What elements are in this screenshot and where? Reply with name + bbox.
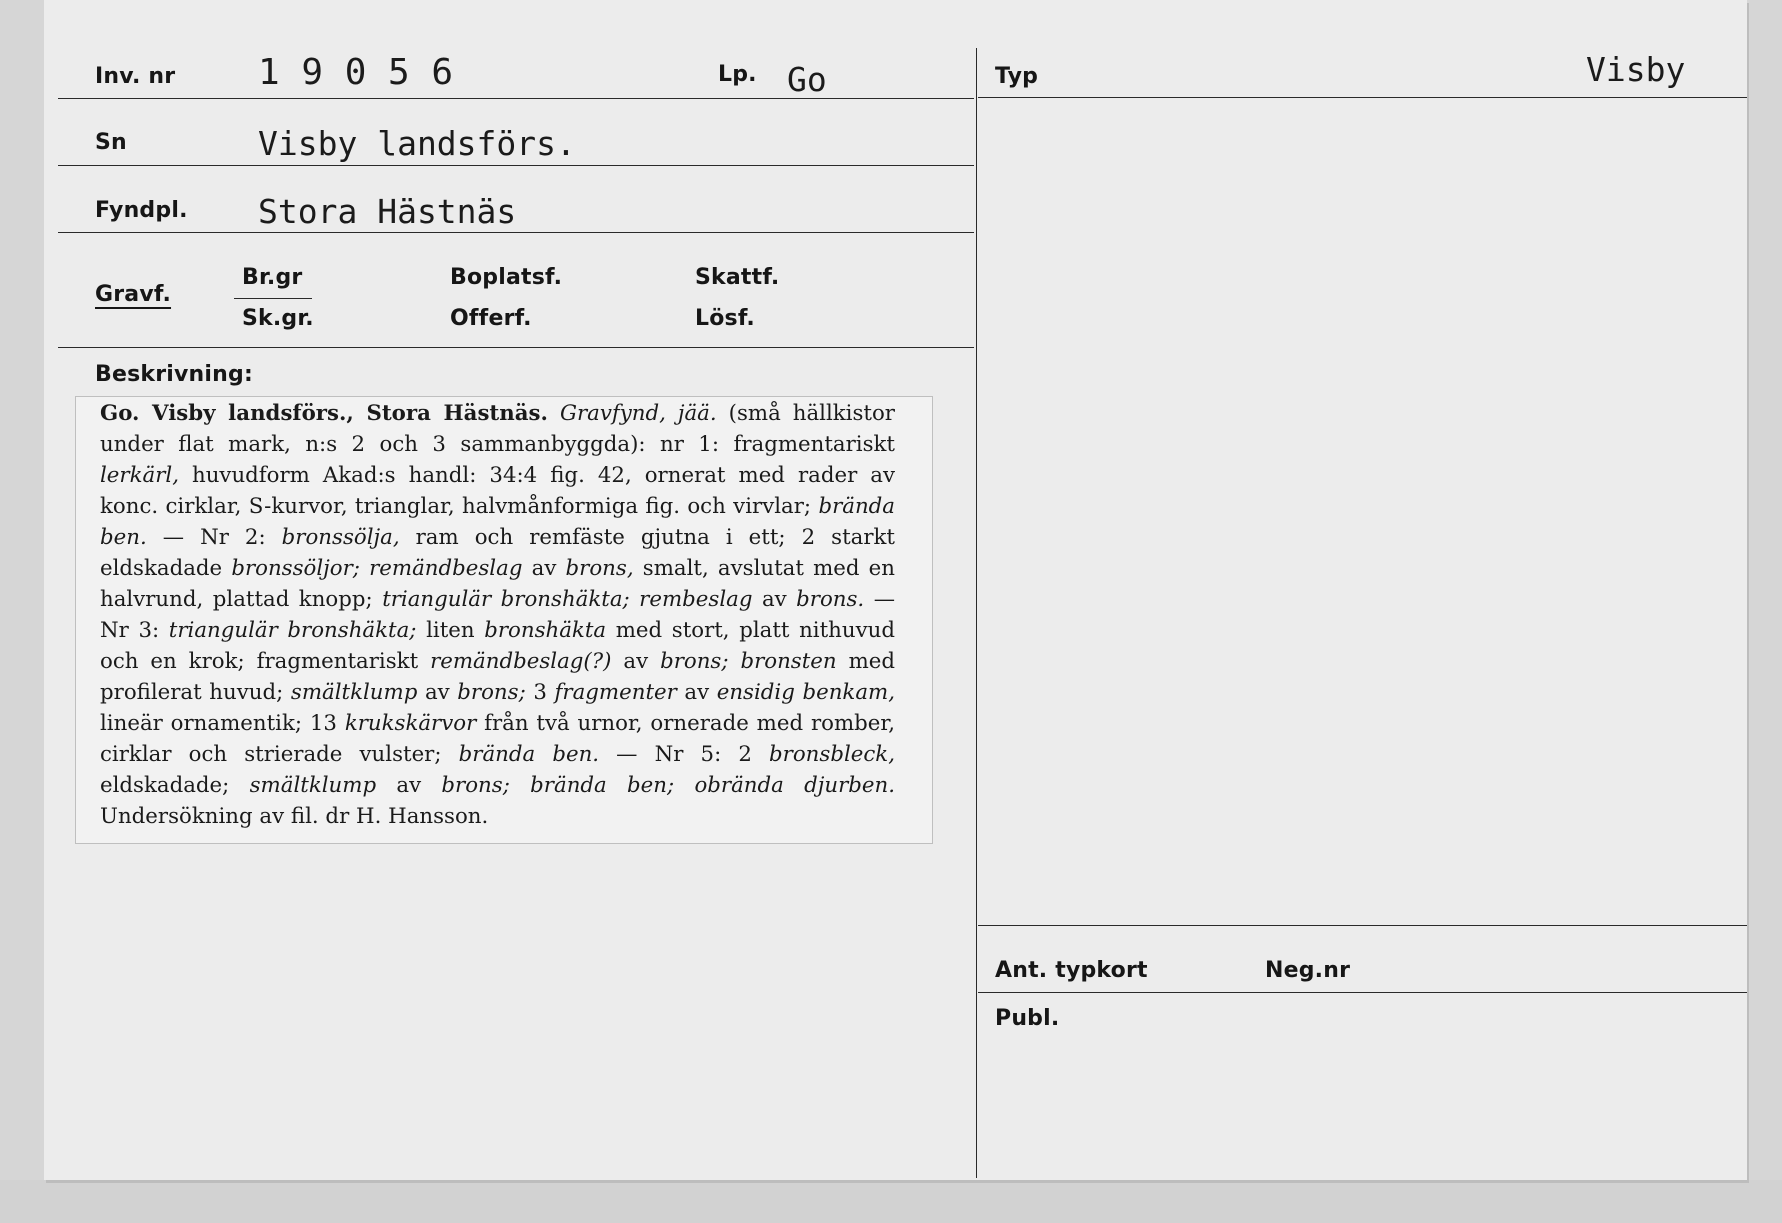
description-run: lerkärl, bbox=[100, 463, 179, 488]
publ-label: Publ. bbox=[995, 1006, 1060, 1031]
description-run: ensidig benkam, bbox=[716, 680, 895, 705]
beskrivning-label: Beskrivning: bbox=[95, 362, 253, 387]
gravf-label: Gravf. bbox=[95, 282, 172, 307]
ant-typkort-label: Ant. typkort bbox=[995, 958, 1148, 983]
br-gr-underline bbox=[234, 298, 312, 299]
offerf-label: Offerf. bbox=[450, 306, 532, 331]
description-run: triangulär bronshäkta; rembeslag bbox=[382, 587, 753, 612]
typ-value: Visby bbox=[1586, 50, 1686, 89]
skattf-label: Skattf. bbox=[695, 265, 780, 290]
description-run: smältklump bbox=[249, 773, 377, 798]
description-run: av bbox=[376, 773, 442, 798]
rule-fyndpl bbox=[58, 232, 974, 233]
description-run: — Nr 3: bbox=[100, 587, 895, 643]
description-run: Undersökning av fil. dr H. Hansson. bbox=[100, 804, 489, 829]
description-run: brons; brända ben; obrända djurben. bbox=[441, 773, 895, 798]
description-run: av bbox=[417, 680, 458, 705]
description-run: smältklump bbox=[290, 680, 418, 705]
fyndpl-label: Fyndpl. bbox=[95, 198, 188, 223]
column-divider bbox=[976, 48, 977, 1178]
description-run: fragmenter bbox=[554, 680, 677, 705]
typ-label: Typ bbox=[995, 64, 1039, 89]
description-run: Gravfynd, jää. bbox=[559, 401, 717, 426]
description-run: bronssöljor; remändbeslag bbox=[231, 556, 523, 581]
background-strip bbox=[0, 1180, 1782, 1223]
description-run: smalt, avslutat med en halvrund, plattad knopp; bbox=[100, 556, 895, 612]
description-run: brända ben. bbox=[458, 742, 600, 767]
inv-nr-label: Inv. nr bbox=[95, 64, 176, 89]
description-run: av bbox=[676, 680, 717, 705]
description-run: remändbeslag(?) bbox=[430, 649, 612, 674]
description-run: brons; bronsten bbox=[660, 649, 837, 674]
description-run: bronsbleck, bbox=[769, 742, 895, 767]
rule-typkort-top bbox=[978, 925, 1747, 926]
description-run: brons, bbox=[565, 556, 634, 581]
description-run: Go. Visby landsförs., Stora Hästnäs. bbox=[100, 401, 548, 426]
description-run: brons. bbox=[796, 587, 865, 612]
inv-nr-value: 1 9 0 5 6 bbox=[258, 52, 454, 93]
lp-value: Go bbox=[787, 60, 827, 99]
br-gr-label: Br.gr bbox=[242, 265, 303, 290]
description-run: med stort, platt nithuvud och en krok; fragmentariskt bbox=[100, 618, 895, 674]
description-run: liten bbox=[416, 618, 485, 643]
rule-sn bbox=[58, 165, 974, 166]
rule-typ bbox=[978, 97, 1747, 98]
description-run: brända ben. bbox=[100, 494, 895, 550]
description-run bbox=[548, 401, 560, 426]
description-run: eldskadade; bbox=[100, 773, 250, 798]
description-run: krukskärvor bbox=[344, 711, 477, 736]
description-run: från två urnor, ornerade med romber, cirklar och strierade vulster; bbox=[100, 711, 895, 767]
description-run: (små hällkistor under flat mark, n:s 2 och 3 sammanbyggda): nr 1: fragmentariskt bbox=[100, 401, 895, 457]
description-run: av bbox=[522, 556, 566, 581]
description-run: — Nr 5: 2 bbox=[599, 742, 770, 767]
neg-nr-label: Neg.nr bbox=[1265, 958, 1351, 983]
sk-gr-label: Sk.gr. bbox=[242, 306, 314, 331]
description-run: bronshäkta bbox=[484, 618, 607, 643]
description-text bbox=[100, 398, 895, 832]
description-run: huvudform Akad:s handl: 34:4 fig. 42, ornerat med rader av konc. cirklar, S-kurvor, trianglar, halvmånformiga fig. och virvlar; bbox=[100, 463, 895, 519]
description-run: av bbox=[752, 587, 797, 612]
rule-typkort-bottom bbox=[978, 992, 1747, 993]
description-run: — Nr 2: bbox=[146, 525, 282, 550]
description-run: 3 bbox=[525, 680, 555, 705]
description-run: bronssölja, bbox=[281, 525, 400, 550]
description-run: triangulär bronshäkta; bbox=[168, 618, 417, 643]
boplatsf-label: Boplatsf. bbox=[450, 265, 563, 290]
fyndpl-value: Stora Hästnäs bbox=[258, 192, 517, 231]
sn-label: Sn bbox=[95, 130, 127, 155]
description-run: lineär ornamentik; 13 bbox=[100, 711, 345, 736]
rule-category bbox=[58, 347, 974, 348]
sn-value: Visby landsförs. bbox=[258, 124, 576, 163]
rule-inv bbox=[58, 98, 974, 99]
description-run: brons; bbox=[457, 680, 526, 705]
description-run: med profilerat huvud; bbox=[100, 649, 895, 705]
losf-label: Lösf. bbox=[695, 306, 755, 331]
lp-label: Lp. bbox=[718, 62, 757, 87]
description-run: av bbox=[611, 649, 661, 674]
description-run: ram och remfäste gjutna i ett; 2 starkt eldskadade bbox=[100, 525, 895, 581]
